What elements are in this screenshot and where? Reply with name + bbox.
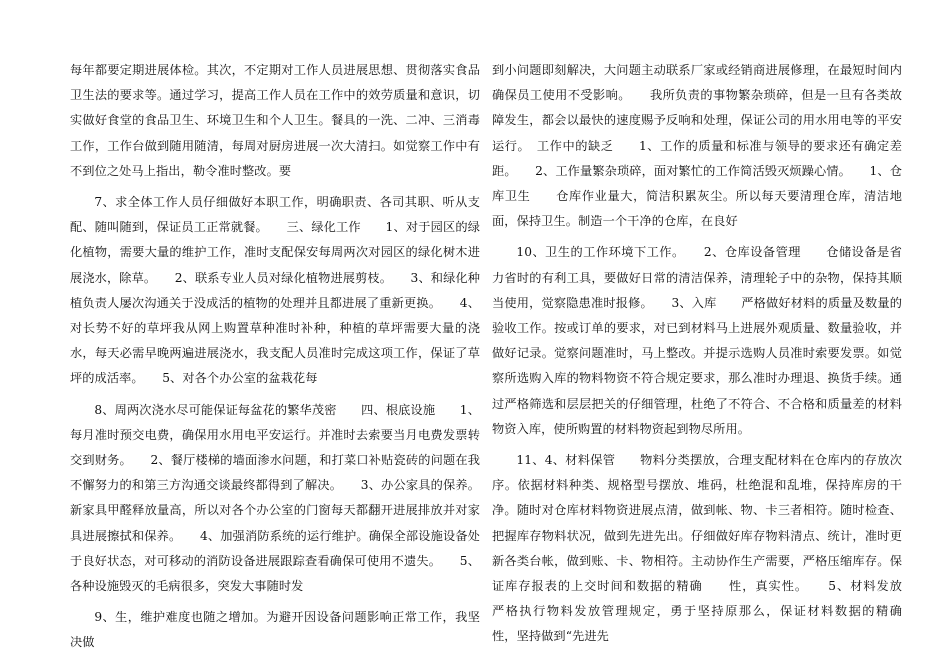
paragraph: 9、生，维护难度也随之增加。为避开因设备问题影响正常工作，我坚决做 (70, 610, 480, 650)
left-column (70, 58, 480, 662)
paragraph: 每年都要定期进展体检。其次，不定期对工作人员进展思想、贯彻落实食品卫生法的要求等。通过学习，提高工作人员在工作中的效劳质量和意识，切实做好食堂的食品卫生、环境卫生和个人卫生。餐具的一洗、二冲、三消毒工作，工作台做到随用随清，每周对厨房进展一次大清扫。如觉察工作中有不到位之处马上指出，勒令准时整改。要 (70, 63, 480, 178)
paragraph: 到小问题即刻解决，大问题主动联系厂家或经销商进展修理，在最短时间内确保员工使用不受影响。 我所负责的事物繁杂琐碎，但是一旦有各类故障发生，都会以最快的速度赐予反响和处理，保证公司的用水用电等的平安运行。 工作中的缺乏 1、工作的质量和标准与领导的要求还有确定差距。 2、工作量繁杂琐碎，面对繁忙的工作简活毁灭烦躁心情。 1、仓库卫生 仓库作业量大，简洁积累灰尘。所以每天要清理仓库，清洁地面，保持卫生。制造一个干净的仓库，在良好 (492, 63, 902, 229)
paragraph: 7、求全体工作人员仔细做好本职工作，明确职责、各司其职、听从支配、随叫随到，保证员工正常就餐。 三、绿化工作 1、对于园区的绿化植物，需要大量的维护工作，准时支配保安每周两次对园区的绿化树木进展浇水，除草。 2、联系专业人员对绿化植物进展剪枝。 3、和绿化种植负责人屡次沟通关于没成活的植物的处理并且都进展了重新更换。 4、对长势不好的草坪我从网上购置草种准时补种，种植的草坪需要大量的浇水，每天必需早晚两遍进展浇水，我支配人员准时完成这项工作，保证了草坪的成活率。 5、对各个办公室的盆栽花每 (70, 195, 480, 386)
paragraph: 10、卫生的工作环境下工作。 2、仓库设备管理 仓储设备是省力省时的有利工具，要做好日常的清洁保养，清理轮子中的杂物，保持其顺当使用，觉察隐患准时报修。 3、入库 严格做好材料的质量及数量的验收工作。按或订单的要求，对已到材料马上进展外观质量、数量验收，并做好记录。觉察问题准时，马上整改。并提示选购人员准时索要发票。如觉察所选购入库的物料物资不符合规定要求，那么准时办理退、换货手续。通过严格筛选和层层把关的仔细管理，杜绝了不符合、不合格和质量差的材料物资入库，使所购置的材料物资起到物尽所用。 (492, 245, 902, 436)
right-column (492, 58, 927, 656)
paragraph: 11、4、材料保管 物料分类摆放，合理支配材料在仓库内的存放次序。依据材料种类、规格型号摆放、堆码，杜绝混和乱堆，保持库房的干净。随时对仓库材料物资进展点清，做到帐、物、卡三者相符。随时检查、把握库存物料状况，做到先进先出。仔细做好库存物料清点、统计，准时更新各类台帐，做到账、卡、物相符。主动协作生产需要，严格压缩库存。保证库存报表的上交时间和数据的精确 性，真实性。 5、材料发放 严格执行物料发放管理规定，勇于坚持原那么，保证材料数据的精确 性，坚持做到“先进先 (492, 453, 927, 644)
paragraph: 8、周两次浇水尽可能保证每盆花的繁华茂密 四、根底设施 1、每月准时预交电费，确保用水用电平安运行。并准时去索要当月电费发票转交到财务。 2、餐厅楼梯的墙面渗水问题，和打菜口补贴瓷砖的问题在我不懈努力的和第三方沟通交谈最终都得到了解决。 3、办公家具的保养。新家具甲醛释放量高，所以对各个办公室的门窗每天都翻开进展排放并对家具进展擦拭和保养。 4、加强消防系统的运行维护。确保全部设施设备处于良好状态，对可移动的消防设备进展跟踪查看确保可使用不遗失。 5、各种设施毁灭的毛病很多，突发大事随时发 (70, 402, 480, 594)
